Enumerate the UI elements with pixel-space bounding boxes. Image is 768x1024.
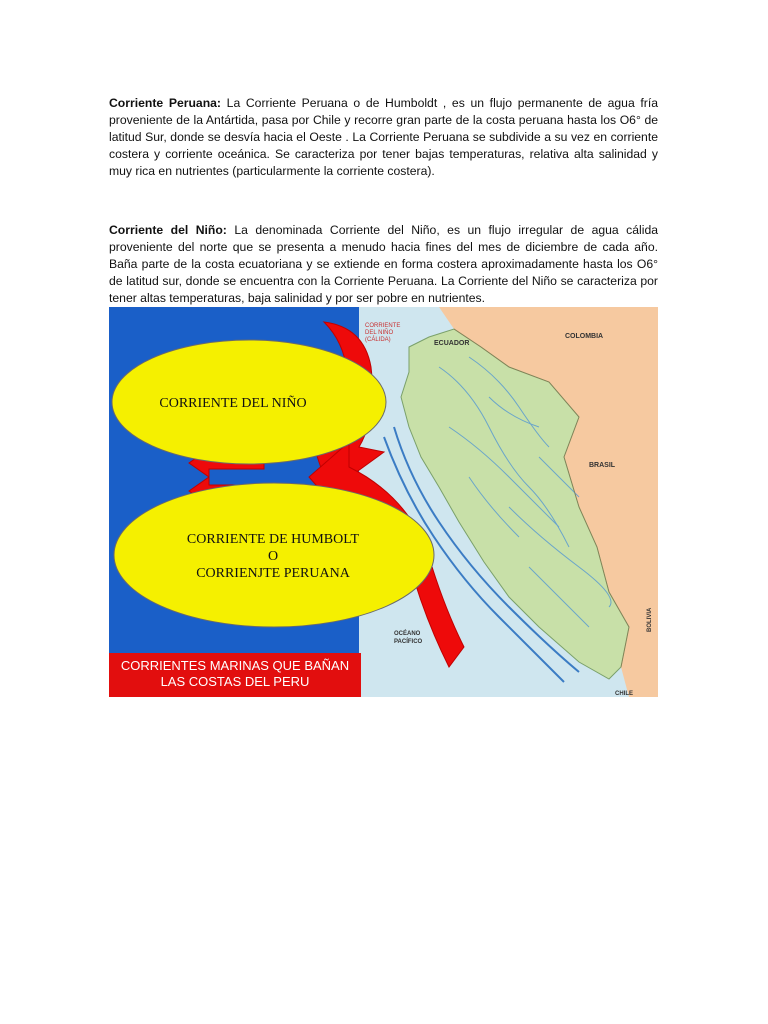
map-label-ocean-2: PACÍFICO (394, 639, 423, 645)
paragraph-corriente-peruana (109, 95, 658, 180)
term-corriente-del-nino: Corriente del Niño: (109, 223, 227, 238)
map-label-nino-1: CORRIENTE (365, 323, 401, 329)
ocean-currents-figure (109, 307, 658, 697)
paragraph-2-body: La denominada Corriente del Niño, es un flujo irregular de agua cálida proveniente del norte que se presenta a menudo hacia fines del mes de diciembre de cada año. Baña parte de la costa ecuatoriana y se extiende en forma costera aproximadamente hasta los O6° de latitud sur, donde se encuentra con la Corriente Peruana. La Corriente del Niño se caracteriza por tener altas temperaturas, baja salinidad y por ser pobre en nutrientes. (109, 223, 658, 306)
map-label-brasil: BRASIL (589, 462, 616, 469)
paragraph-1-body: La Corriente Peruana o de Humboldt , es un flujo permanente de agua fría proveniente de la Antártida, pasa por Chile y recorre gran parte de la costa peruana hasta los O6° de latitud Sur, donde se desvía hacia el Oeste . La Corriente Peruana se subdivide a su vez en corriente costera y corriente oceánica. Se caracteriza por tener bajas temperaturas, relativa alta salinidad y muy rica en nutrientes (particularmente la corriente costera). (109, 96, 659, 179)
map-label-ocean-1: OCÉANO (394, 631, 421, 637)
map-label-bolivia: BOLIVIA (647, 607, 653, 632)
map-label-nino-2: DEL NIÑO (365, 330, 394, 336)
ellipse-bottom-line1: CORRIENTE DE HUMBOLT (186, 532, 360, 547)
paragraph-corriente-del-nino (109, 222, 658, 307)
term-corriente-peruana: Corriente Peruana: (109, 96, 221, 111)
banner-line2: LAS COSTAS DEL PERU (160, 674, 310, 689)
ellipse-bottom-line2: O (267, 549, 279, 564)
map-label-colombia: COLOMBIA (565, 333, 604, 340)
map-label-nino-3: (CÁLIDA) (365, 337, 391, 343)
banner-line1: CORRIENTES MARINAS QUE BAÑAN (120, 658, 350, 673)
map-label-chile: CHILE (615, 691, 633, 697)
ellipse-top-label: CORRIENTE DEL NIÑO (159, 396, 307, 411)
map-label-ecuador: ECUADOR (434, 340, 470, 347)
ocean-currents-illustration (109, 307, 658, 697)
ellipse-bottom-line3: CORRIENJTE PERUANA (196, 566, 350, 581)
